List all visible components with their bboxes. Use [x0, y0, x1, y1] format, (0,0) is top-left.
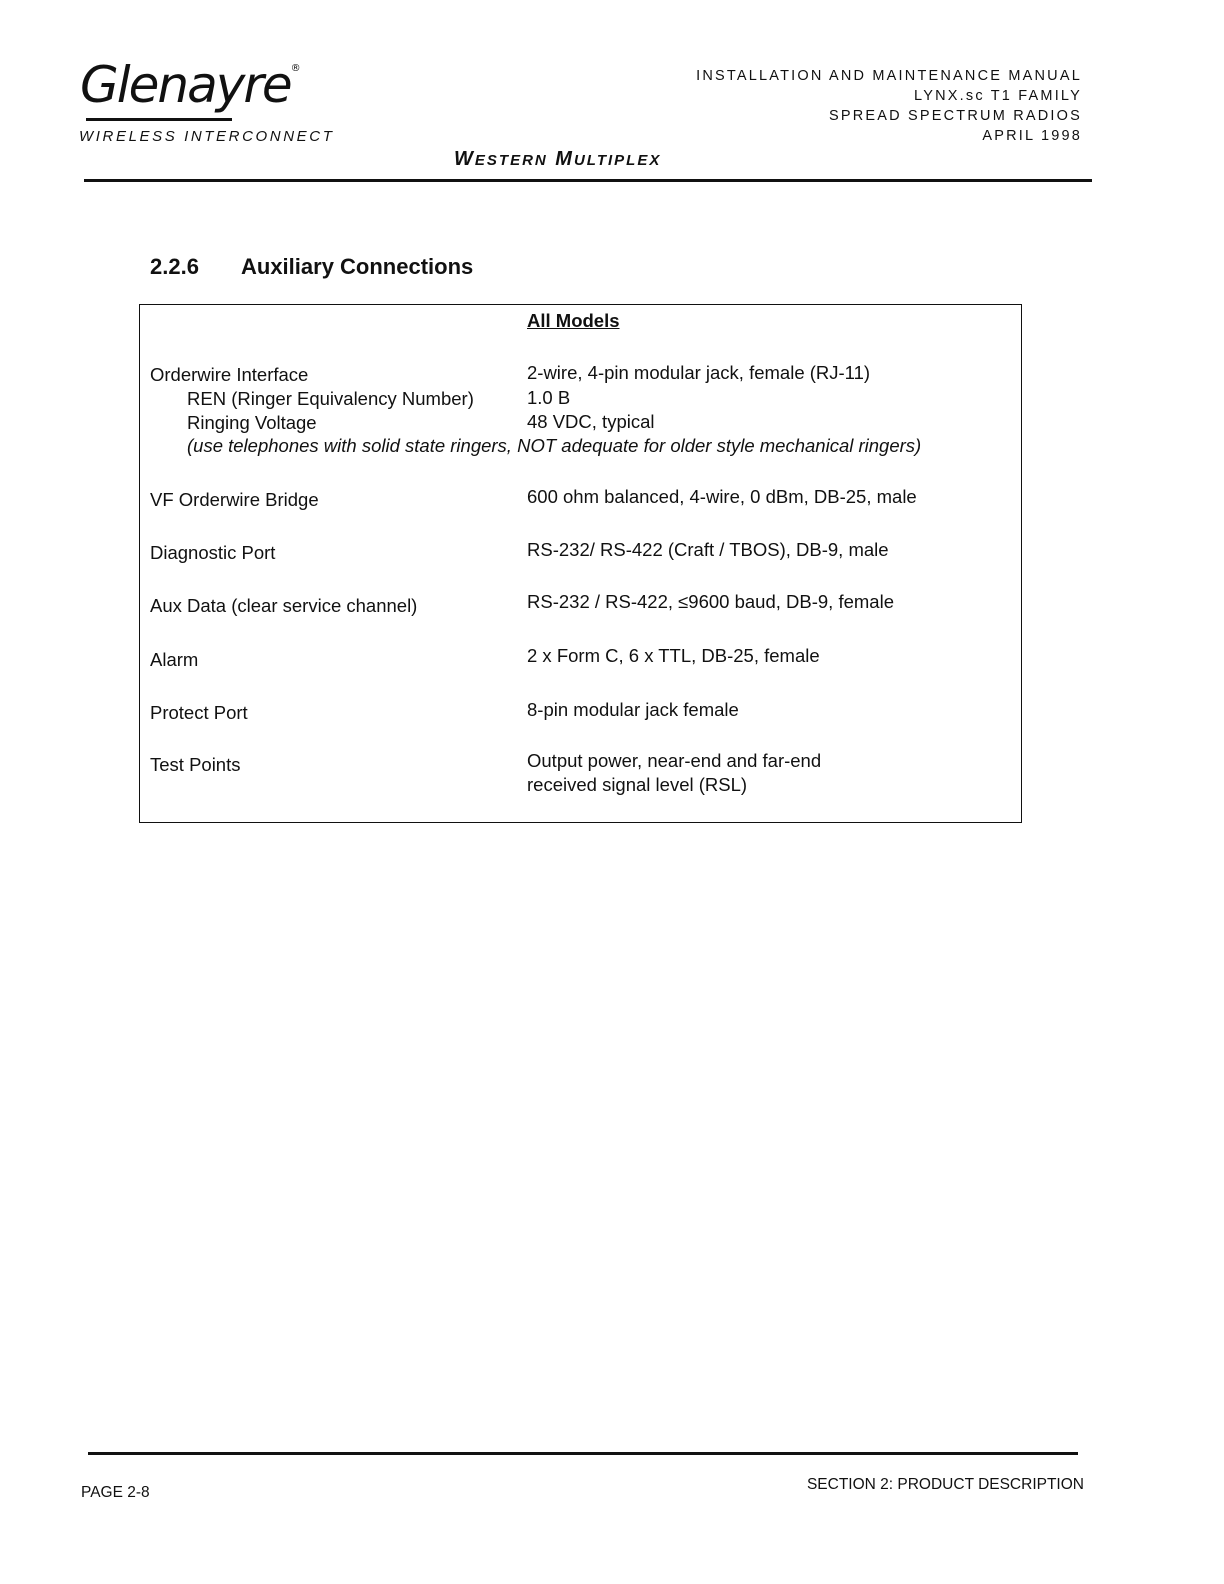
header-rule [84, 179, 1092, 182]
row-label: Ringing Voltage [187, 412, 317, 433]
brand-rest-m: ULTIPLEX [573, 152, 662, 169]
registered-mark: ® [290, 63, 299, 74]
document-info [696, 66, 1082, 146]
row-value: Output power, near-end and far-end [527, 750, 822, 771]
page-number: PAGE 2-8 [81, 1484, 150, 1501]
brand-initial-w: W [454, 148, 475, 170]
ringer-note: (use telephones with solid state ringers, NOT adequate for older style mechanical ringers) [187, 435, 922, 456]
footer-section: SECTION 2: PRODUCT DESCRIPTION [806, 1476, 1084, 1493]
product-family: LYNX.sc T1 FAMILY [914, 88, 1082, 104]
column-header: All Models [527, 310, 620, 331]
brand-rest-w: ESTERN [474, 152, 548, 169]
footer-rule [88, 1452, 1078, 1455]
section-heading [150, 254, 473, 280]
auxiliary-connections-table [139, 304, 1022, 823]
logo-underline [86, 118, 232, 121]
row-value: 2 x Form C, 6 x TTL, DB-25, female [527, 645, 820, 666]
row-label: REN (Ringer Equivalency Number) [187, 388, 474, 409]
manual-title: INSTALLATION AND MAINTENANCE MANUAL [696, 68, 1082, 84]
row-label: Aux Data (clear service channel) [150, 595, 418, 616]
row-value: RS-232/ RS-422 (Craft / TBOS), DB-9, male [527, 539, 889, 560]
row-value: RS-232 / RS-422, ≤9600 baud, DB-9, female [527, 591, 894, 612]
publish-date: APRIL 1998 [982, 128, 1082, 144]
section-number: 2.2.6 [150, 254, 199, 279]
section-title: Auxiliary Connections [241, 254, 474, 279]
row-label: Test Points [150, 754, 241, 775]
product-type: SPREAD SPECTRUM RADIOS [828, 108, 1082, 124]
row-label: VF Orderwire Bridge [150, 489, 319, 510]
brand-initial-m: M [555, 148, 574, 170]
row-value: 2-wire, 4-pin modular jack, female (RJ-11) [527, 362, 871, 383]
row-value: received signal level (RSL) [527, 774, 748, 795]
row-label: Protect Port [150, 702, 248, 723]
row-value: 8-pin modular jack female [527, 699, 739, 720]
row-label: Orderwire Interface [150, 364, 309, 385]
row-value: 48 VDC, typical [527, 411, 655, 432]
row-value: 600 ohm balanced, 4-wire, 0 dBm, DB-25, male [527, 486, 917, 507]
glenayre-logo [80, 56, 299, 114]
logo-text: Glenayre [80, 56, 291, 114]
row-label: Diagnostic Port [150, 542, 276, 563]
logo-subtitle: WIRELESS INTERCONNECT [79, 128, 335, 145]
row-label: Alarm [150, 649, 199, 670]
row-value: 1.0 B [527, 387, 571, 408]
western-multiplex-brand [454, 148, 661, 171]
